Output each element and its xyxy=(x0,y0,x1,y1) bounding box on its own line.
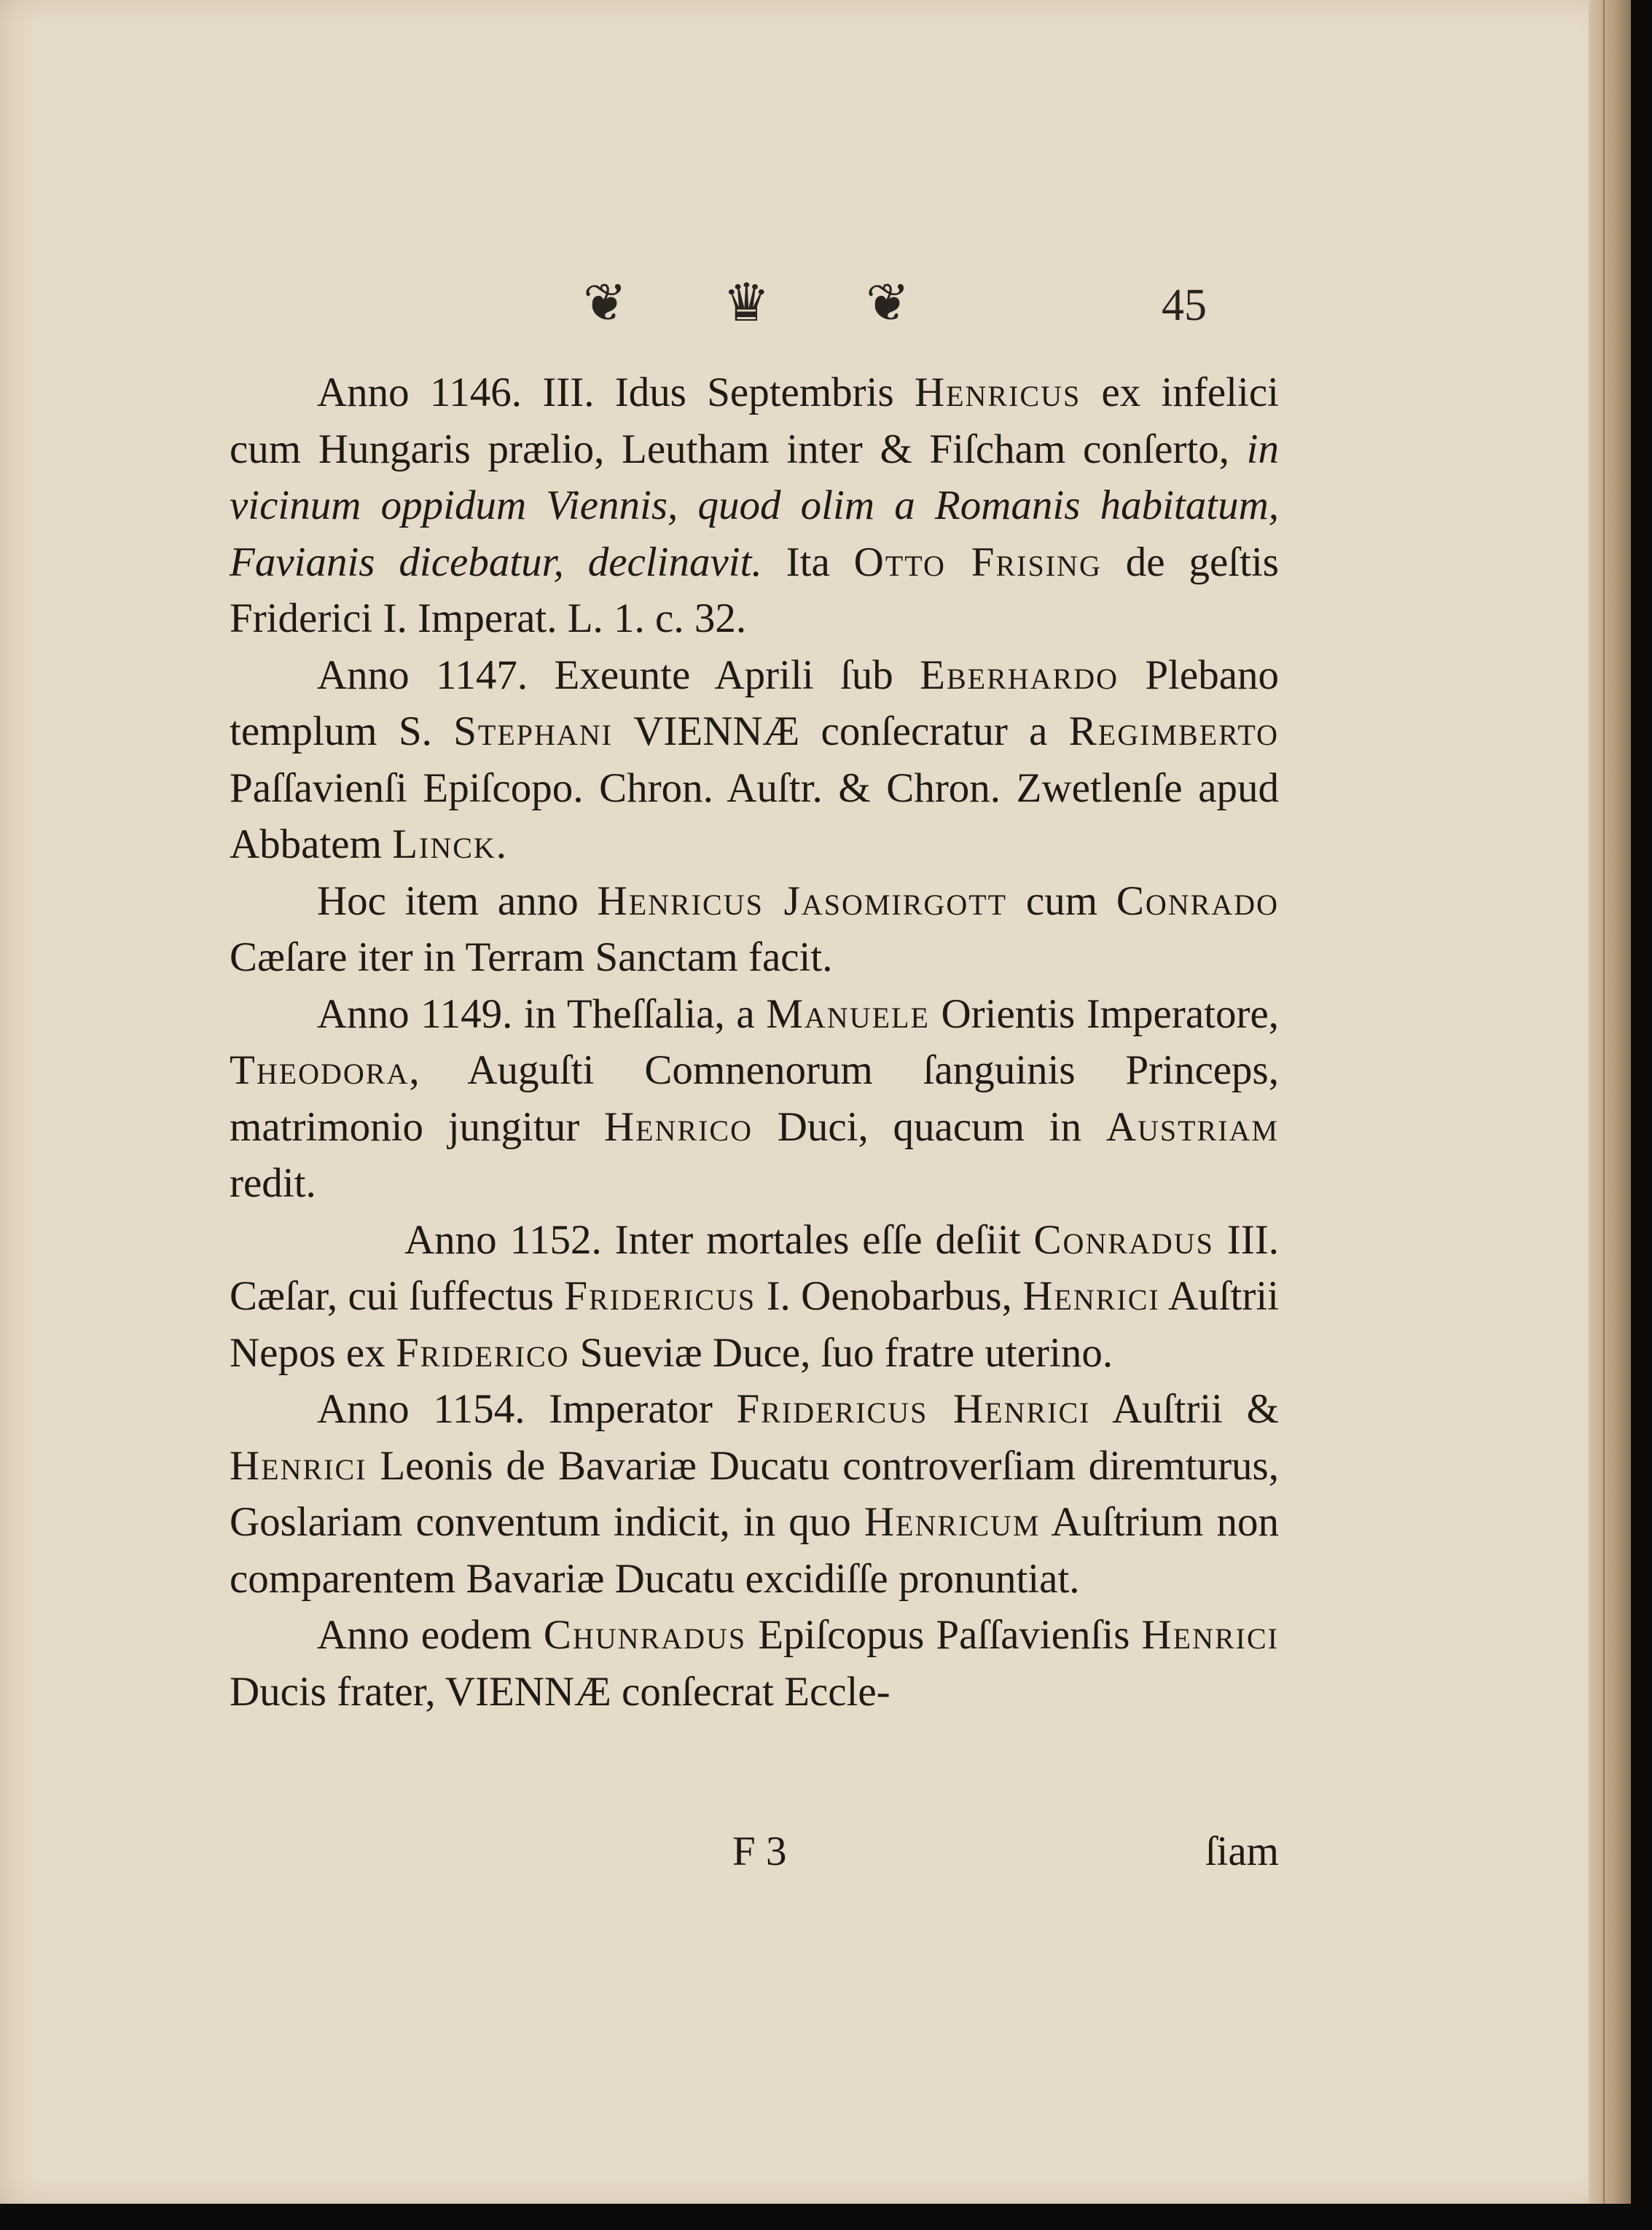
paragraph-anno-1154: Anno 1154. Imperator Fridericus Henrici Auſtrii & Henrici Leonis de Bavariæ Ducatu controverſiam diremturus, Goslariam conventum indicit, in quo Henricum Auſtrium non comparentem Bavariæ Ducatu excidiſſe pronuntiat. xyxy=(230,1386,1279,1602)
paragraph-anno-1149: Anno 1149. in Theſſalia, a Manuele Orientis Imperatore, Theodora, Auguſti Comnenorum ſanguinis Princeps, matrimonio jungitur Henrico Duci, quacum in Austriam redit. xyxy=(230,990,1279,1206)
fleuron-left-icon: ❦ xyxy=(583,274,627,332)
paragraph-anno-eodem: Anno eodem Chunradus Epiſcopus Paſſavienſis Henrici Ducis frater, VIENNÆ conſecrat Eccle- xyxy=(230,1612,1279,1715)
paragraph-anno-1152: Anno 1152. Inter mortales eſſe deſiit Conradus III. Cæſar, cui ſuffectus Fridericus I. Oenobarbus, Henrici Auſtrii Nepos ex Friderico Sueviæ Duce, ſuo fratre uterino. xyxy=(230,1216,1279,1376)
main-text xyxy=(230,364,1279,1720)
running-header xyxy=(0,274,1631,357)
page-number: 45 xyxy=(1162,281,1207,330)
catchword: ſiam xyxy=(1205,1828,1279,1874)
paragraph-anno-1147: Anno 1147. Exeunte Aprili ſub Eberhardo Plebano templum S. Stephani VIENNÆ conſecratur a Regimberto Paſſavienſi Epiſcopo. Chron. Auſtr. & Chron. Zwetlenſe apud Abbatem Linck. xyxy=(230,652,1279,867)
signature-mark: F 3 xyxy=(732,1828,787,1874)
paragraph-anno-1146: Anno 1146. III. Idus Septembris Henricus ex infelici cum Hungaris prælio, Leutham inter & Fiſcham conſerto, in vicinum oppidum Viennis, quod olim a Romanis habitatum, Favianis dicebatur, declinavit. Ita Otto Frising de geſtis Friderici I. Imperat. L. 1. c. 32. xyxy=(230,369,1279,641)
crown-icon: ♛ xyxy=(723,274,770,332)
paragraph-hoc-item: Hoc item anno Henricus Jasomirgott cum Conrado Cæſare iter in Terram Sanctam facit. xyxy=(230,877,1279,980)
footer-line xyxy=(230,1828,1279,1886)
fleuron-right-icon: ❦ xyxy=(866,274,910,332)
